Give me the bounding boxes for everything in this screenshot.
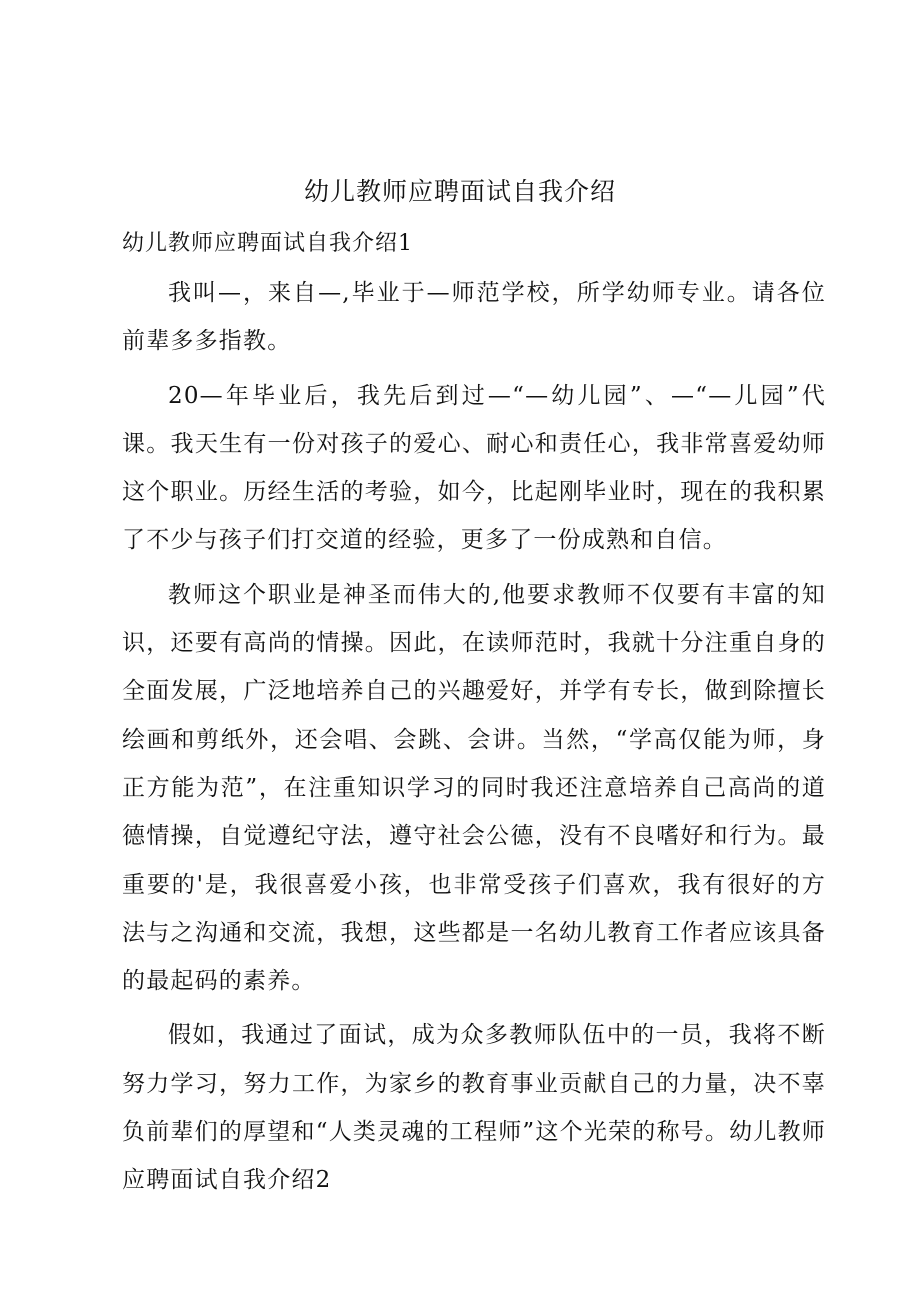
paragraph-experience: 20—年毕业后，我先后到过—“—幼儿园”、—“—儿园”代课。我天生有一份对孩子的爱心、耐心和责任心，我非常喜爱幼师这个职业。历经生活的考验，如今，比起刚毕业时，现在的我积累了不少与孩子们打交道的经验，更多了一份成熟和自信。	[122, 382, 826, 554]
paragraph-qualities: 教师这个职业是神圣而伟大的,他要求教师不仅要有丰富的知识，还要有高尚的情操。因此，在读师范时，我就十分注重自身的全面发展，广泛地培养自己的兴趣爱好，并学有专长，做到除擅长绘画和剪纸外，还会唱、会跳、会讲。当然，“学高仅能为师，身正方能为范”，在注重知识学习的同时我还注意培养自己高尚的道德情操，自觉遵纪守法，遵守社会公德，没有不良嗜好和行为。最重要的'是，我很喜爱小孩，也非常受孩子们喜欢，我有很好的方法与之沟通和交流，我想，这些都是一名幼儿教育工作者应该具备的最起码的素养。	[122, 581, 826, 995]
section-heading: 幼儿教师应聘面试自我介绍1	[122, 231, 413, 256]
paragraph-intro: 我叫—，来自—,毕业于—师范学校，所学幼师专业。请各位前辈多多指教。	[122, 280, 826, 355]
paragraph-closing: 假如，我通过了面试，成为众多教师队伍中的一员，我将不断努力学习，努力工作，为家乡的教育事业贡献自己的力量，决不辜负前辈们的厚望和“人类灵魂的工程师”这个光荣的称号。幼儿教师应聘面试自我介绍2	[122, 1022, 826, 1194]
document-title: 幼儿教师应聘面试自我介绍	[303, 177, 616, 206]
document-body	[122, 269, 826, 1205]
